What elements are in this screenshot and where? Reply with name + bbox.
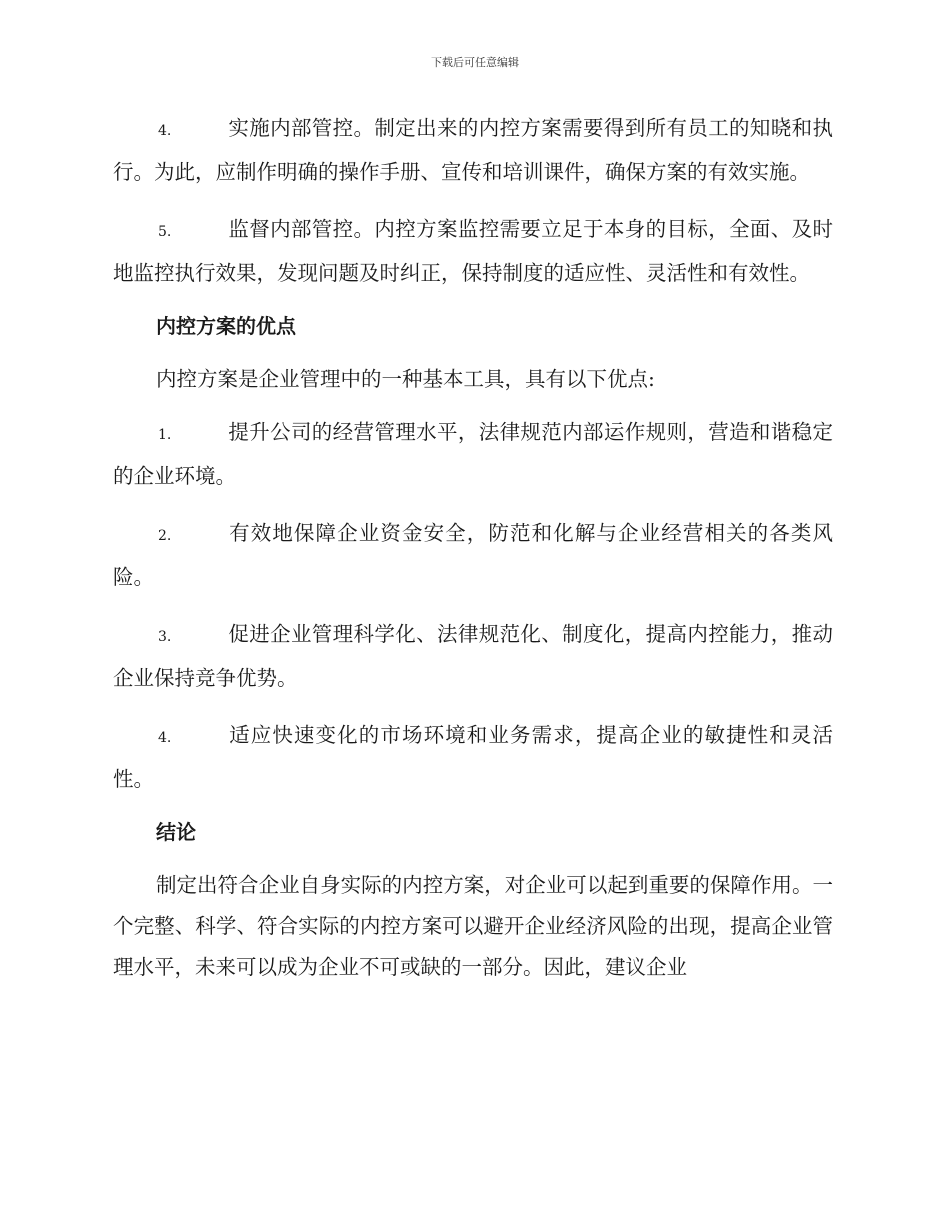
page-header: 下载后可任意编辑 [431, 56, 519, 69]
list-item [113, 209, 833, 294]
list-item-text: 提升公司的经营管理水平，法律规范内部运作规则，营造和谐稳定的企业环境。 [113, 420, 833, 488]
section-heading-conclusion: 结论 [156, 820, 196, 844]
list-item [113, 108, 833, 193]
list-item-text: 有效地保障企业资金安全，防范和化解与企业经营相关的各类风险。 [113, 521, 833, 589]
list-item-text: 促进企业管理科学化、法律规范化、制度化，提高内控能力，推动企业保持竞争优势。 [113, 622, 833, 690]
list-item-text: 实施内部管控。制定出来的内控方案需要得到所有员工的知晓和执行。为此，应制作明确的操作手册、宣传和培训课件，确保方案的有效实施。 [113, 116, 833, 184]
conclusion-text: 制定出符合企业自身实际的内控方案，对企业可以起到重要的保障作用。一个完整、科学、符合实际的内控方案可以避开企业经济风险的出现，提高企业管理水平，未来可以成为企业不可或缺的一部分。因此，建议企业 [113, 873, 833, 979]
list-item [113, 412, 833, 497]
list-item [113, 715, 833, 800]
list-item-number: 4. [158, 730, 172, 746]
advantages-intro: 内控方案是企业管理中的一种基本工具，具有以下优点: [156, 367, 655, 391]
list-item [113, 513, 833, 598]
section-heading-advantages: 内控方案的优点 [156, 314, 296, 338]
list-item-text: 监督内部管控。内控方案监控需要立足于本身的目标，全面、及时地监控执行效果，发现问题及时纠正，保持制度的适应性、灵活性和有效性。 [113, 217, 833, 285]
list-item-number: 5. [158, 224, 172, 240]
list-item-number: 4. [158, 123, 172, 139]
list-item-text: 适应快速变化的市场环境和业务需求，提高企业的敏捷性和灵活性。 [113, 723, 833, 791]
document-body [113, 108, 833, 988]
list-item-number: 3. [158, 629, 172, 645]
list-item-number: 1. [158, 427, 172, 443]
list-item [113, 614, 833, 699]
list-item-number: 2. [158, 528, 172, 544]
